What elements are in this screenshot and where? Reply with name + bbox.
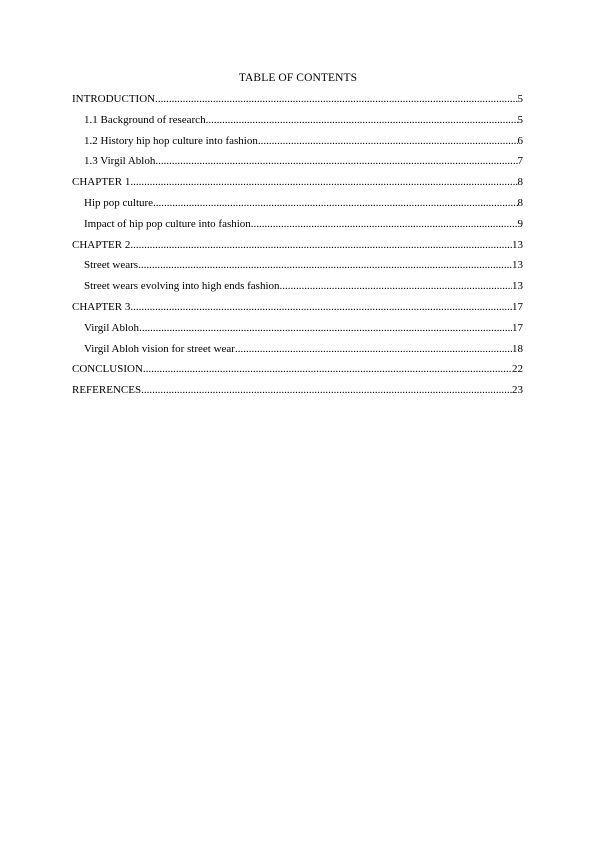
toc-entry-page: 5 <box>517 93 523 105</box>
toc-entry-page: 18 <box>512 342 523 355</box>
toc-entry-label: 1.3 Virgil Abloh <box>84 155 156 168</box>
dot-leader <box>153 195 517 211</box>
toc-entry[interactable] <box>72 237 523 258</box>
toc-entry[interactable] <box>72 153 523 174</box>
toc-entry[interactable] <box>72 341 523 362</box>
toc-entry[interactable] <box>72 257 523 278</box>
toc-entry-page: 13 <box>512 238 523 251</box>
toc-entry-page: 17 <box>512 300 523 313</box>
toc-entry-label: Impact of hip pop culture into fashion <box>84 217 251 230</box>
toc-entry[interactable] <box>72 299 523 320</box>
toc-entry-label: INTRODUCTION <box>72 93 156 105</box>
dot-leader <box>155 153 517 169</box>
toc-entry[interactable] <box>72 382 523 403</box>
toc-entry-label: REFERENCES <box>72 384 142 397</box>
toc-entry-page: 6 <box>517 134 523 147</box>
toc-entry-label: 1.2 History hip hop culture into fashion <box>84 134 258 147</box>
toc-entry-page: 5 <box>517 113 523 126</box>
toc-entry-label: CHAPTER 3 <box>72 300 131 313</box>
toc-entry-page: 8 <box>517 196 523 209</box>
toc-entry-label: CHAPTER 2 <box>72 238 131 251</box>
dot-leader <box>141 382 512 398</box>
dot-leader <box>235 341 512 357</box>
dot-leader <box>280 278 512 294</box>
dot-leader <box>138 257 512 273</box>
toc-entry-page: 8 <box>517 176 523 189</box>
toc-entry-label: 1.1 Background of research <box>84 113 206 126</box>
dot-leader <box>251 216 518 232</box>
toc-entry[interactable] <box>72 195 523 216</box>
dot-leader <box>143 361 512 377</box>
dot-leader <box>130 299 512 315</box>
toc-entry-label: CHAPTER 1 <box>72 176 131 189</box>
dot-leader <box>139 320 512 336</box>
toc-entry[interactable] <box>72 133 523 154</box>
dot-leader <box>155 91 517 107</box>
toc-title: TABLE OF CONTENTS <box>238 72 358 84</box>
dot-leader <box>130 237 512 253</box>
toc-entry[interactable] <box>72 320 523 341</box>
dot-leader <box>130 174 517 190</box>
toc-entry-page: 22 <box>512 363 523 376</box>
toc-entry-page: 13 <box>512 259 523 272</box>
table-of-contents <box>72 91 523 403</box>
toc-entry-label: Virgil Abloh vision for street wear <box>84 342 235 355</box>
toc-entry-page: 9 <box>517 217 523 230</box>
toc-entry[interactable] <box>72 278 523 299</box>
toc-entry-page: 13 <box>512 280 523 293</box>
toc-entry-label: Virgil Abloh <box>84 321 140 334</box>
toc-entry[interactable] <box>72 361 523 382</box>
toc-entry-page: 23 <box>512 384 523 397</box>
toc-entry-page: 7 <box>517 155 523 168</box>
toc-entry[interactable] <box>72 91 523 112</box>
toc-entry-page: 17 <box>512 321 523 334</box>
dot-leader <box>258 133 518 149</box>
toc-entry-label: Street wears <box>84 259 139 272</box>
toc-entry-label: CONCLUSION <box>72 363 143 376</box>
toc-entry[interactable] <box>72 216 523 237</box>
toc-entry[interactable] <box>72 174 523 195</box>
dot-leader <box>206 112 518 128</box>
toc-entry-label: Street wears evolving into high ends fashion <box>84 280 280 293</box>
toc-entry[interactable] <box>72 112 523 133</box>
toc-entry-label: Hip pop culture <box>84 196 154 209</box>
